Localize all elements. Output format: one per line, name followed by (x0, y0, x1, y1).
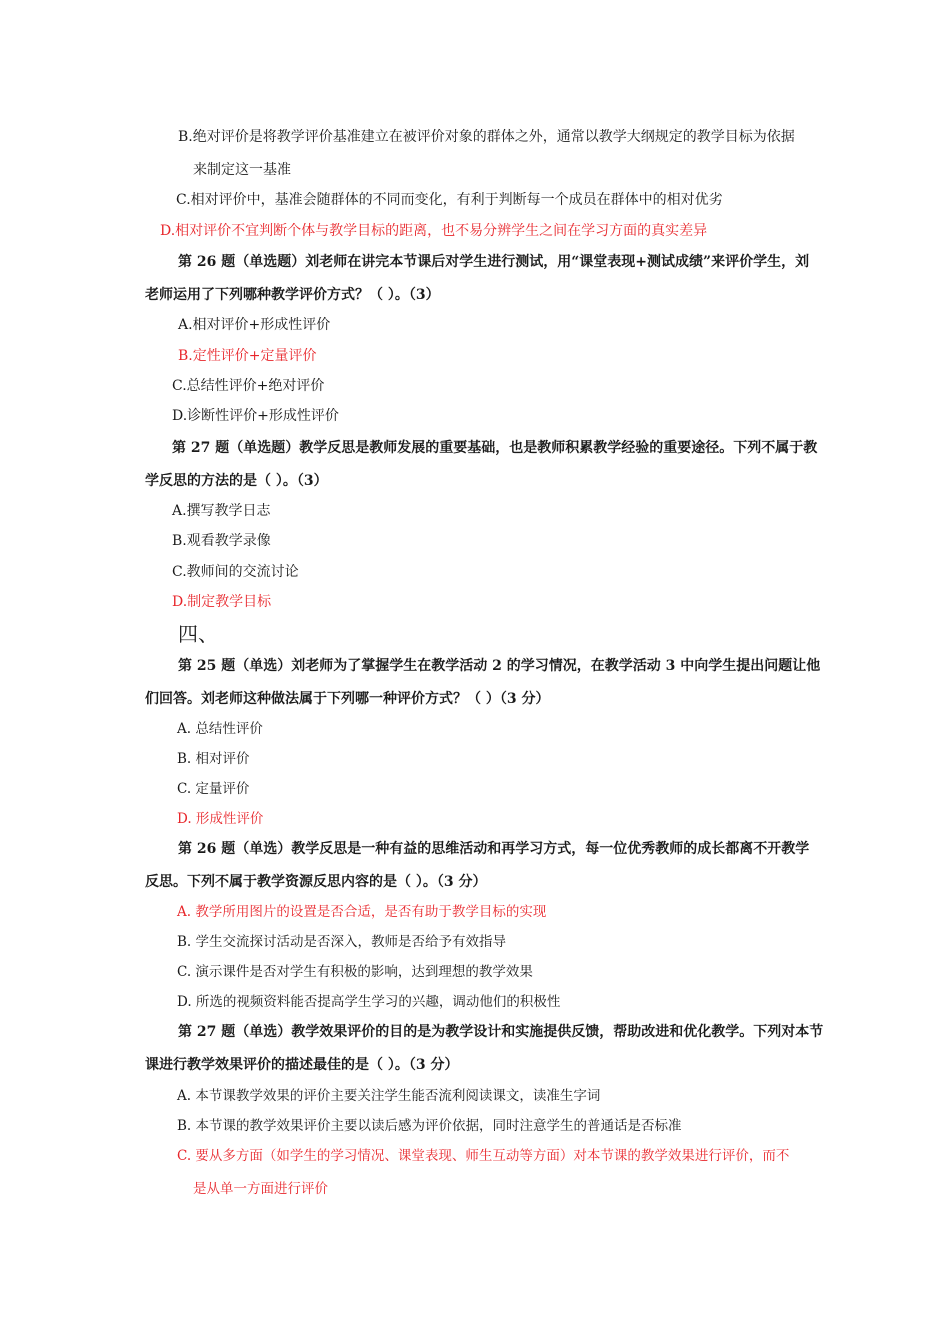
q26-option-b-answer: B.定性评价+定量评价 (178, 348, 317, 364)
question-26-line1: 第 26 题（单选题）刘老师在讲完本节课后对学生进行测试，用“课堂表现+测试成绩”来评价学生，刘 (178, 254, 810, 270)
q26-option-d: D.诊断性评价+形成性评价 (172, 408, 339, 424)
q26-option-a: A.相对评价+形成性评价 (178, 317, 331, 333)
p2-question-25-line1: 第 25 题（单选）刘老师为了掌握学生在教学活动 2 的学习情况，在教学活动 3 中向学生提出问题让他 (178, 658, 821, 674)
p2-q27-option-c-line2-answer: 是从单一方面进行评价 (193, 1181, 328, 1197)
option-c: C.相对评价中，基准会随群体的不同而变化，有利于判断每一个成员在群体中的相对优劣 (176, 192, 723, 208)
option-b-line1: B.绝对评价是将教学评价基准建立在被评价对象的群体之外，通常以教学大纲规定的教学目标为依据 (178, 129, 795, 145)
q27-option-d-answer: D.制定教学目标 (172, 594, 272, 610)
question-26-line2: 老师运用了下列哪种教学评价方式？（ ）。（3） (145, 287, 440, 303)
p2-q25-option-b: B. 相对评价 (177, 751, 250, 767)
p2-question-26-line1: 第 26 题（单选）教学反思是一种有益的思维活动和再学习方式，每一位优秀教师的成长都离不开教学 (178, 841, 810, 857)
question-27-line2: 学反思的方法的是（ ）。（3） (145, 473, 328, 489)
p2-q27-option-a: A. 本节课教学效果的评价主要关注学生能否流利阅读课文，读准生字词 (177, 1088, 601, 1104)
p2-q25-option-d-answer: D. 形成性评价 (177, 811, 264, 827)
p2-question-27-line1: 第 27 题（单选）教学效果评价的目的是为教学设计和实施提供反馈，帮助改进和优化教学。下列对本节 (178, 1024, 824, 1040)
p2-question-25-line2: 们回答。刘老师这种做法属于下列哪一种评价方式？（ ）（3 分） (145, 691, 550, 707)
q26-option-c: C.总结性评价+绝对评价 (172, 378, 325, 394)
p2-q26-option-c: C. 演示课件是否对学生有积极的影响，达到理想的教学效果 (177, 964, 533, 980)
p2-q25-option-c: C. 定量评价 (177, 781, 250, 797)
p2-question-27-line2: 课进行教学效果评价的描述最佳的是（ ）。（3 分） (145, 1057, 459, 1073)
question-27-line1: 第 27 题（单选题）教学反思是教师发展的重要基础，也是教师积累教学经验的重要途径。下列不属于教 (172, 440, 818, 456)
option-b-line2: 来制定这一基准 (193, 162, 291, 178)
p2-q26-option-b: B. 学生交流探讨活动是否深入，教师是否给予有效指导 (177, 934, 507, 950)
p2-q26-option-d: D. 所选的视频资料能否提高学生学习的兴趣，调动他们的积极性 (177, 994, 561, 1010)
p2-question-26-line2: 反思。下列不属于教学资源反思内容的是（ ）。（3 分） (145, 874, 487, 890)
section-heading-four: 四、 (178, 622, 218, 646)
p2-q27-option-c-line1-answer: C. 要从多方面（如学生的学习情况、课堂表现、师生互动等方面）对本节课的教学效果进行评价，而不 (177, 1148, 790, 1164)
p2-q26-option-a-answer: A. 教学所用图片的设置是否合适，是否有助于教学目标的实现 (177, 904, 547, 920)
q27-option-a: A.撰写教学日志 (172, 503, 271, 519)
q27-option-c: C.教师间的交流讨论 (172, 564, 299, 580)
p2-q25-option-a: A. 总结性评价 (177, 721, 263, 737)
p2-q27-option-b: B. 本节课的教学效果评价主要以读后感为评价依据，同时注意学生的普通话是否标准 (177, 1118, 682, 1134)
q27-option-b: B.观看教学录像 (172, 533, 271, 549)
option-d-answer: D.相对评价不宜判断个体与教学目标的距离，也不易分辨学生之间在学习方面的真实差异 (160, 223, 708, 239)
